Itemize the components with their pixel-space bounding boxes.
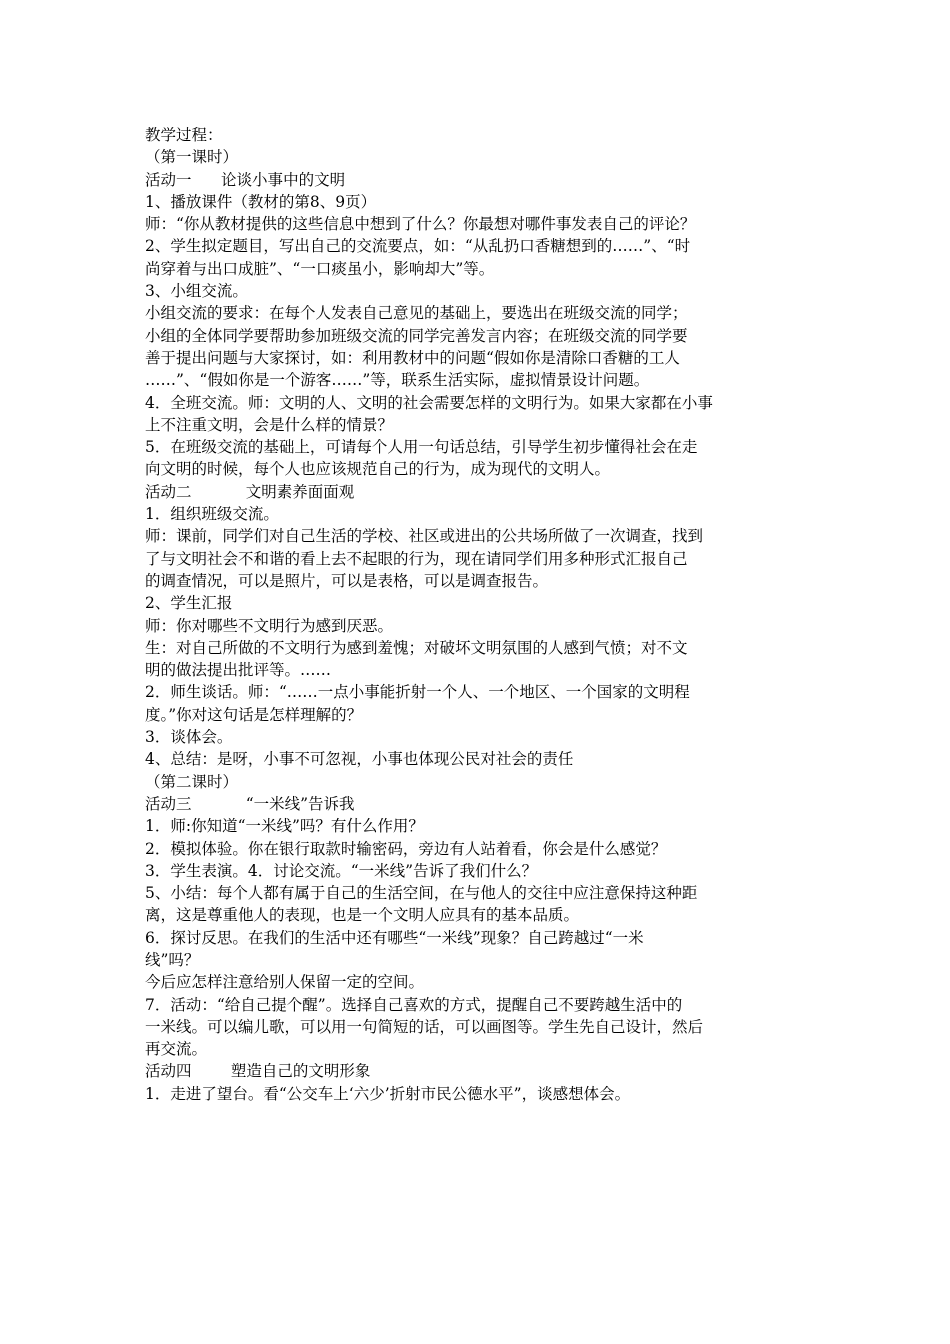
text-line: 离，这是尊重他人的表现，也是一个文明人应具有的基本品质。 — [145, 906, 580, 925]
text-line: 向文明的时候，每个人也应该规范自己的行为，成为现代的文明人。 — [145, 460, 611, 479]
text-line: 今后应怎样注意给别人保留一定的空间。 — [145, 973, 425, 992]
text-line: 6．探讨反思。在我们的生活中还有哪些“一米线”现象？自己跨越过“一米 — [145, 928, 644, 947]
text-line: 上不注重文明，会是什么样的情景？ — [145, 415, 394, 434]
text-line: 了与文明社会不和谐的看上去不起眼的行为，现在请同学们用多种形式汇报自己 — [145, 549, 688, 568]
text-line: 师：你对哪些不文明行为感到厌恶。 — [145, 616, 394, 635]
document-body — [145, 124, 825, 1105]
text-line: 线”吗？ — [145, 950, 200, 969]
text-line: 7．活动：“给自己提个醒”。选择自己喜欢的方式，提醒自己不要跨越生活中的 — [145, 995, 683, 1014]
text-line: （第二课时） — [145, 772, 239, 791]
text-line: 善于提出问题与大家探讨，如：利用教材中的问题“假如你是清除口香糖的工人 — [145, 348, 680, 367]
text-line: 生：对自己所做的不文明行为感到羞愧；对破坏文明氛围的人感到气愤；对不文 — [145, 638, 688, 657]
text-line: 活动二 文明素养面面观 — [145, 482, 355, 501]
text-line: 尚穿着与出口成脏”、“一口痰虽小，影响却大”等。 — [145, 259, 495, 278]
text-line: 师：课前，同学们对自己生活的学校、社区或进出的公共场所做了一次调查，找到 — [145, 527, 704, 546]
text-line: 5．在班级交流的基础上，可请每个人用一句话总结，引导学生初步懂得社会在走 — [145, 438, 698, 457]
text-line: 活动四 塑造自己的文明形象 — [145, 1062, 371, 1081]
text-line: 3．谈体会。 — [145, 728, 233, 747]
text-line: 1．师:你知道“一米线”吗？有什么作用？ — [145, 817, 424, 836]
text-line: 明的做法提出批评等。…… — [145, 661, 332, 680]
text-line: 小组交流的要求：在每个人发表自己意见的基础上，要选出在班级交流的同学； — [145, 304, 688, 323]
text-line: 1．组织班级交流。 — [145, 505, 279, 524]
text-line: 一米线。可以编儿歌，可以用一句简短的话，可以画图等。学生先自己设计，然后 — [145, 1017, 704, 1036]
text-line: （第一课时） — [145, 148, 239, 167]
text-line: 再交流。 — [145, 1040, 208, 1059]
text-line: 师：“你从教材提供的这些信息中想到了什么？你最想对哪件事发表自己的评论？ — [145, 215, 696, 234]
text-line: 4．全班交流。师：文明的人、文明的社会需要怎样的文明行为。如果大家都在小事 — [145, 393, 713, 412]
text-line: 2．模拟体验。你在银行取款时输密码，旁边有人站着看，你会是什么感觉？ — [145, 839, 667, 858]
text-line: 3．学生表演。4．讨论交流。“一米线”告诉了我们什么？ — [145, 861, 538, 880]
text-line: 3、小组交流。 — [145, 282, 248, 301]
text-line: 4、总结：是呀，小事不可忽视，小事也体现公民对社会的责任 — [145, 750, 574, 769]
text-line: 的调查情况，可以是照片，可以是表格，可以是调查报告。 — [145, 571, 549, 590]
text-line: 活动一 论谈小事中的文明 — [145, 170, 346, 189]
text-line: 2、学生汇报 — [145, 594, 233, 613]
text-line: 小组的全体同学要帮助参加班级交流的同学完善发言内容；在班级交流的同学要 — [145, 326, 688, 345]
text-line: ……”、“假如你是一个游客……”等，联系生活实际，虚拟情景设计问题。 — [145, 371, 650, 390]
text-line: 1、播放课件（教材的第8、9页） — [145, 192, 377, 211]
text-line: 2．师生谈话。师：“……一点小事能折射一个人、一个地区、一个国家的文明程 — [145, 683, 690, 702]
text-line: 5、小结：每个人都有属于自己的生活空间，在与他人的交往中应注意保持这种距 — [145, 884, 698, 903]
text-line: 1．走进了望台。看“公交车上‘六少’折射市民公德水平”，谈感想体会。 — [145, 1084, 631, 1103]
text-line: 教学过程： — [145, 126, 223, 144]
text-line: 活动三 “一米线”告诉我 — [145, 794, 355, 813]
text-line: 2、学生拟定题目，写出自己的交流要点，如：“从乱扔口香糖想到的……”、“时 — [145, 237, 691, 256]
text-line: 度。”你对这句话是怎样理解的？ — [145, 705, 363, 724]
